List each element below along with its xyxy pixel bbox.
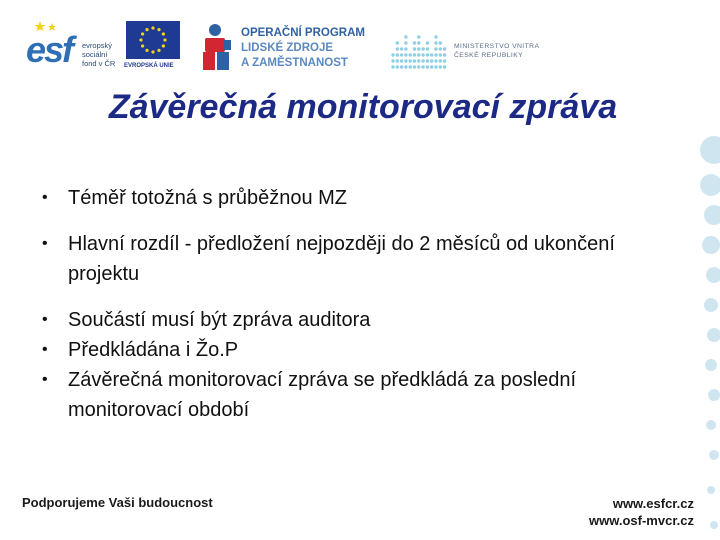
bullet-item (36, 365, 686, 425)
esf-line-2: sociální (82, 50, 108, 59)
mvcr-logo (390, 28, 548, 72)
op-figure-icon (201, 22, 233, 72)
op-line-1: OPERAČNÍ PROGRAM (241, 27, 365, 39)
footer-link-esfcr[interactable]: www.esfcr.cz (612, 496, 694, 511)
footer-link-osf-mvcr[interactable]: www.osf-mvcr.cz (589, 513, 694, 528)
bullet-list (36, 183, 686, 425)
op-line-2: LIDSKÉ ZDROJE (241, 42, 334, 54)
mvcr-text (454, 42, 539, 60)
bullet-item (36, 183, 686, 213)
mvcr-line-2: ČESKÉ REPUBLIKY (454, 52, 524, 59)
bullet-dot-icon: • (42, 311, 48, 328)
bullet-item (36, 229, 686, 289)
op-line-3: A ZAMĚSTNANOST (241, 57, 348, 69)
eu-logo (124, 21, 184, 73)
page-title: Závěrečná monitorovací zpráva (108, 88, 618, 126)
eu-caption: EVROPSKÁ UNIE (124, 63, 174, 69)
bullet-item (36, 335, 686, 365)
esf-line-1: evropský (82, 41, 113, 50)
esf-subtitle (82, 41, 115, 68)
op-lzz-logo (201, 22, 375, 74)
mvcr-dot-grid-icon (390, 28, 448, 70)
footer-slogan: Podporujeme Vaši budoucnost (22, 495, 213, 510)
esf-logo (26, 20, 118, 72)
bullet-text: Hlavní rozdíl - předložení nejpozději do 2 měsíců od ukončení projektu (68, 233, 615, 285)
mvcr-line-1: MINISTERSTVO VNITRA (454, 43, 540, 50)
bullet-dot-icon: • (42, 371, 48, 388)
bullet-item (36, 305, 686, 335)
bullet-dot-icon: • (42, 341, 48, 358)
bullet-text: Součástí musí být zpráva auditora (68, 309, 371, 331)
bullet-text: Téměř totožná s průběžnou MZ (68, 187, 348, 209)
eu-flag-icon (126, 21, 180, 59)
bullet-text: Předkládána i Žo.P (68, 339, 239, 361)
decorative-dots (690, 0, 720, 540)
bullet-dot-icon: • (42, 235, 48, 252)
op-title (241, 26, 365, 71)
esf-wordmark: esf (26, 29, 73, 70)
esf-line-3: fond v ČR (82, 59, 116, 68)
bullet-text: Závěrečná monitorovací zpráva se předkládá za poslední monitorovací období (68, 369, 577, 421)
bullet-dot-icon: • (42, 189, 48, 206)
footer-links (589, 495, 694, 529)
